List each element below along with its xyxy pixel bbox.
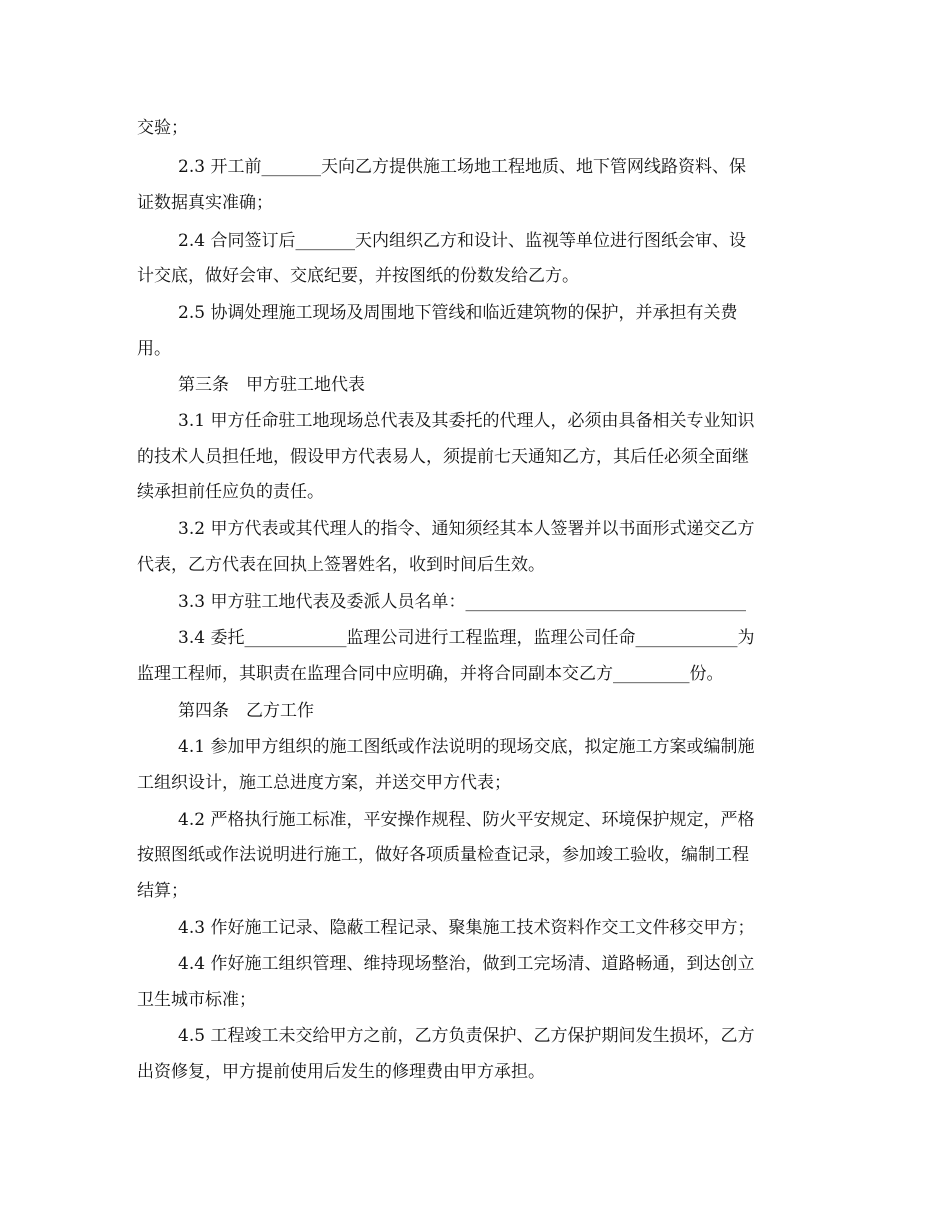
- section-heading: 第四条 乙方工作: [178, 701, 314, 721]
- text-line: 交验；: [137, 118, 188, 138]
- text-line: 2.5 协调处理施工现场及周围地下管线和临近建筑物的保护，并承担有关费: [178, 303, 738, 323]
- text-line: 的技术人员担任地，假设甲方代表易人，须提前七天通知乙方，其后任必须全面继: [137, 447, 749, 467]
- text-line: 4.3 作好施工记录、隐蔽工程记录、聚集施工技术资料作交工文件移交甲方；: [178, 918, 755, 938]
- text-line: 3.1 甲方任命驻工地现场总代表及其委托的代理人，必须由具备相关专业知识: [178, 411, 755, 431]
- text-line: 3.2 甲方代表或其代理人的指令、通知须经其本人签署并以书面形式递交乙方: [178, 519, 755, 539]
- text-line: 结算；: [137, 881, 188, 901]
- text-line: 监理工程师，其职责在监理合同中应明确，并将合同副本交乙方_________份。: [137, 664, 724, 684]
- section-heading: 第三条 甲方驻工地代表: [178, 375, 365, 395]
- text-line: 出资修复，甲方提前使用后发生的修理费由甲方承担。: [137, 1062, 545, 1082]
- text-line: 4.2 严格执行施工标准，平安操作规程、防火平安规定、环境保护规定，严格: [178, 810, 755, 830]
- text-line: 4.4 作好施工组织管理、维持现场整治，做到工完场清、道路畅通，到达创立: [178, 954, 755, 974]
- text-line: 证数据真实准确；: [137, 193, 273, 213]
- text-line: 2.4 合同签订后_______天内组织乙方和设计、监视等单位进行图纸会审、设: [178, 231, 746, 251]
- text-line: 按照图纸或作法说明进行施工，做好各项质量检查记录，参加竣工验收，编制工程: [137, 845, 749, 865]
- text-line: 2.3 开工前_______天向乙方提供施工场地工程地质、地下管网线路资料、保: [178, 157, 746, 177]
- text-line: 工组织设计，施工总进度方案，并送交甲方代表；: [137, 773, 511, 793]
- text-line: 续承担前任应负的责任。: [137, 482, 324, 502]
- text-line: 3.3 甲方驻工地代表及委派人员名单：_________________________________: [178, 592, 746, 612]
- text-line: 用。: [137, 339, 171, 359]
- text-line: 4.5 工程竣工未交给甲方之前，乙方负责保护、乙方保护期间发生损坏，乙方: [178, 1026, 755, 1046]
- text-line: 3.4 委托____________监理公司进行工程监理，监理公司任命____________为: [178, 628, 755, 648]
- text-line: 计交底，做好会审、交底纪要，并按图纸的份数发给乙方。: [137, 266, 579, 286]
- text-line: 代表，乙方代表在回执上签署姓名，收到时间后生效。: [137, 555, 545, 575]
- text-line: 卫生城市标准；: [137, 990, 256, 1010]
- text-line: 4.1 参加甲方组织的施工图纸或作法说明的现场交底，拟定施工方案或编制施: [178, 737, 755, 757]
